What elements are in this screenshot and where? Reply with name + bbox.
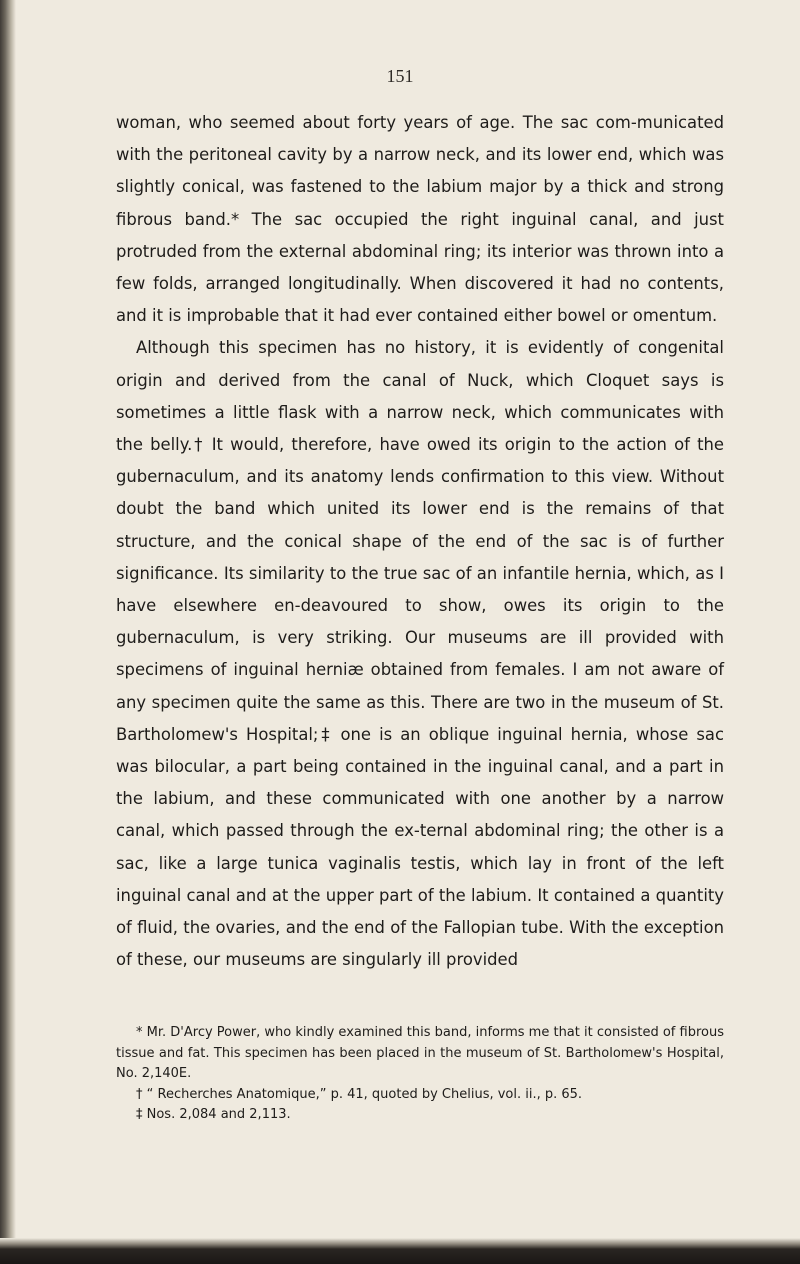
page-number: 151 <box>386 66 414 86</box>
footnote-asterisk: * Mr. D'Arcy Power, who kindly examined this band, informs me that it consisted of fibrous tissue and fat. This specimen has been placed in the museum of St. Bartholomew's Hospital, No. 2,140E. <box>116 1025 724 1081</box>
main-text <box>116 107 724 976</box>
book-spine-shadow <box>0 0 16 1264</box>
paragraph-discussion: Although this specimen has no history, it is evidently of congenital origin and derived from the canal of Nuck, which Cloquet says is sometimes a little flask with a narrow neck, which communicates with the belly.† It would, therefore, have owed its origin to the action of the gubernaculum, and its anatomy lends confirmation to this view. Without doubt the band which united its lower end is the remains of that structure, and the conical shape of the end of the sac is of further significance. Its similarity to the true sac of an infantile hernia, which, as I have elsewhere en-deavoured to show, owes its origin to the gubernaculum, is very striking. Our museums are ill provided with specimens of inguinal herniæ obtained from females. I am not aware of any specimen quite the same as this. There are two in the museum of St. Bartholomew's Hospital;‡ one is an oblique inguinal hernia, whose sac was bilocular, a part being contained in the inguinal canal, and a part in the labium, and these communicated with one another by a narrow canal, which passed through the ex-ternal abdominal ring; the other is a sac, like a large tunica vaginalis testis, which lay in front of the left inguinal canal and at the upper part of the labium. It contained a quantity of fluid, the ovaries, and the end of the Fallopian tube. With the exception of these, our museums are singularly ill provided <box>116 338 724 970</box>
footnote-dagger: † “ Recherches Anatomique,” p. 41, quoted by Chelius, vol. ii., p. 65. <box>136 1086 583 1102</box>
page-bottom-edge <box>0 1238 800 1264</box>
footnotes <box>116 1023 724 1126</box>
footnote-double-dagger: ‡ Nos. 2,084 and 2,113. <box>136 1107 291 1122</box>
paragraph-case-description: woman, who seemed about forty years of age. The sac com-municated with the peritoneal cavity by a narrow neck, and its lower end, which was slightly conical, was fastened to the labium major by a thick and strong fibrous band.* The sac occupied the right inguinal canal, and just protruded from the external abdominal ring; its interior was thrown into a few folds, arranged longitudinally. When discovered it had no contents, and it is improbable that it had ever contained either bowel or omentum. <box>116 113 724 326</box>
